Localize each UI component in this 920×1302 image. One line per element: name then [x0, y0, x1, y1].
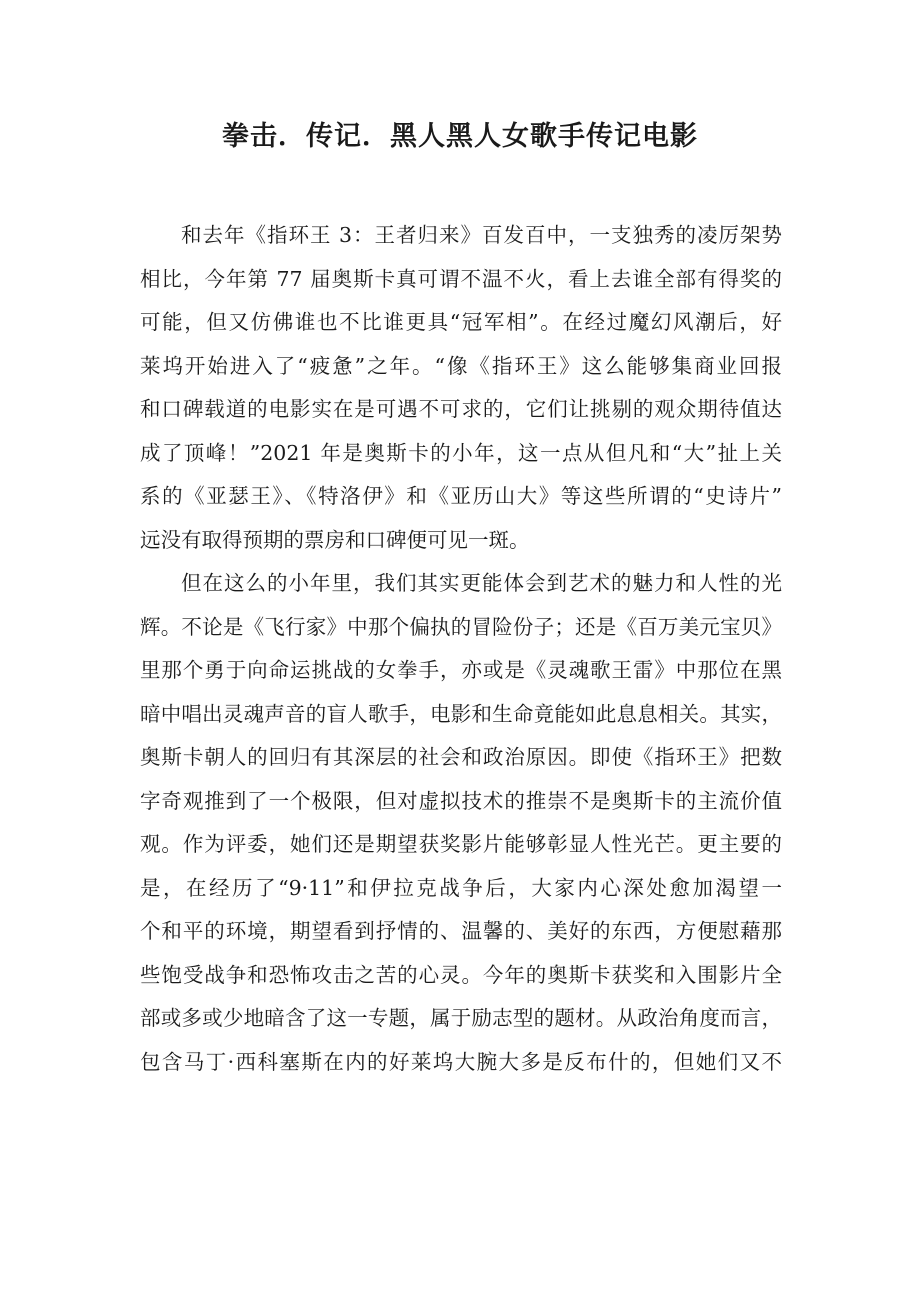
paragraph-2-line-6: 字奇观推到了一个极限，但对虚拟技术的推崇不是奥斯卡的主流价值: [140, 788, 782, 813]
paragraph-2-line-8: 是，在经历了“9·11”和伊拉克战争后，大家内心深处愈加渴望一: [140, 875, 782, 900]
paragraph-1-line-4: 莱坞开始进入了“疲惫”之年。“像《指环王》这么能够集商业回报: [140, 353, 782, 378]
paragraph-1-line-1: 和去年《指环王 3：王者归来》百发百中，一支独秀的凌厉架势: [181, 223, 782, 247]
paragraph-2-line-12: 包含马丁·西科塞斯在内的好莱坞大腕大多是反布什的，但她们又不: [140, 1049, 782, 1074]
paragraph-1-line-7: 系的《亚瑟王》、《特洛伊》和《亚历山大》等这些所谓的“史诗片”: [140, 484, 782, 508]
paragraph-2-line-11: 部或多或少地暗含了这一专题，属于励志型的题材。从政治角度而言，: [140, 1006, 782, 1030]
paragraph-2-line-9: 个和平的环境，期望看到抒情的、温馨的、美好的东西，方便慰藉那: [140, 919, 782, 943]
paragraph-2-line-5: 奥斯卡朝人的回归有其深层的社会和政治原因。即使《指环王》把数: [140, 745, 782, 769]
paragraph-1-line-3: 可能，但又仿佛谁也不比谁更具“冠军相”。在经过魔幻风潮后，好: [140, 310, 782, 334]
paragraph-1-line-5: 和口碑载道的电影实在是可遇不可求的，它们让挑剔的观众期待值达: [140, 397, 782, 421]
paragraph-1-line-6: 成了顶峰！”2021 年是奥斯卡的小年，这一点从但凡和“大”扯上关: [140, 440, 782, 465]
paragraph-1-line-2: 相比，今年第 77 届奥斯卡真可谓不温不火，看上去谁全部有得奖的: [140, 266, 782, 291]
document-body: [140, 214, 782, 1084]
paragraph-2-line-1: 但在这么的小年里，我们其实更能体会到艺术的魅力和人性的光: [181, 571, 782, 595]
paragraph-2-line-10: 些饱受战争和恐怖攻击之苦的心灵。今年的奥斯卡获奖和入围影片全: [140, 962, 782, 987]
paragraph-1-line-8: 远没有取得预期的票房和口碑便可见一斑。: [140, 527, 530, 552]
paragraph-2-line-4: 暗中唱出灵魂声音的盲人歌手，电影和生命竟能如此息息相关。其实，: [140, 701, 782, 726]
document-title: 拳击．传记．黑人黑人女歌手传记电影: [222, 121, 698, 152]
paragraph-2-line-2: 辉。不论是《飞行家》中那个偏执的冒险份子；还是《百万美元宝贝》: [140, 614, 782, 639]
paragraph-2-line-3: 里那个勇于向命运挑战的女拳手，亦或是《灵魂歌王雷》中那位在黑: [140, 658, 782, 682]
paragraph-2-line-7: 观。作为评委，她们还是期望获奖影片能够彰显人性光芒。更主要的: [140, 832, 782, 856]
